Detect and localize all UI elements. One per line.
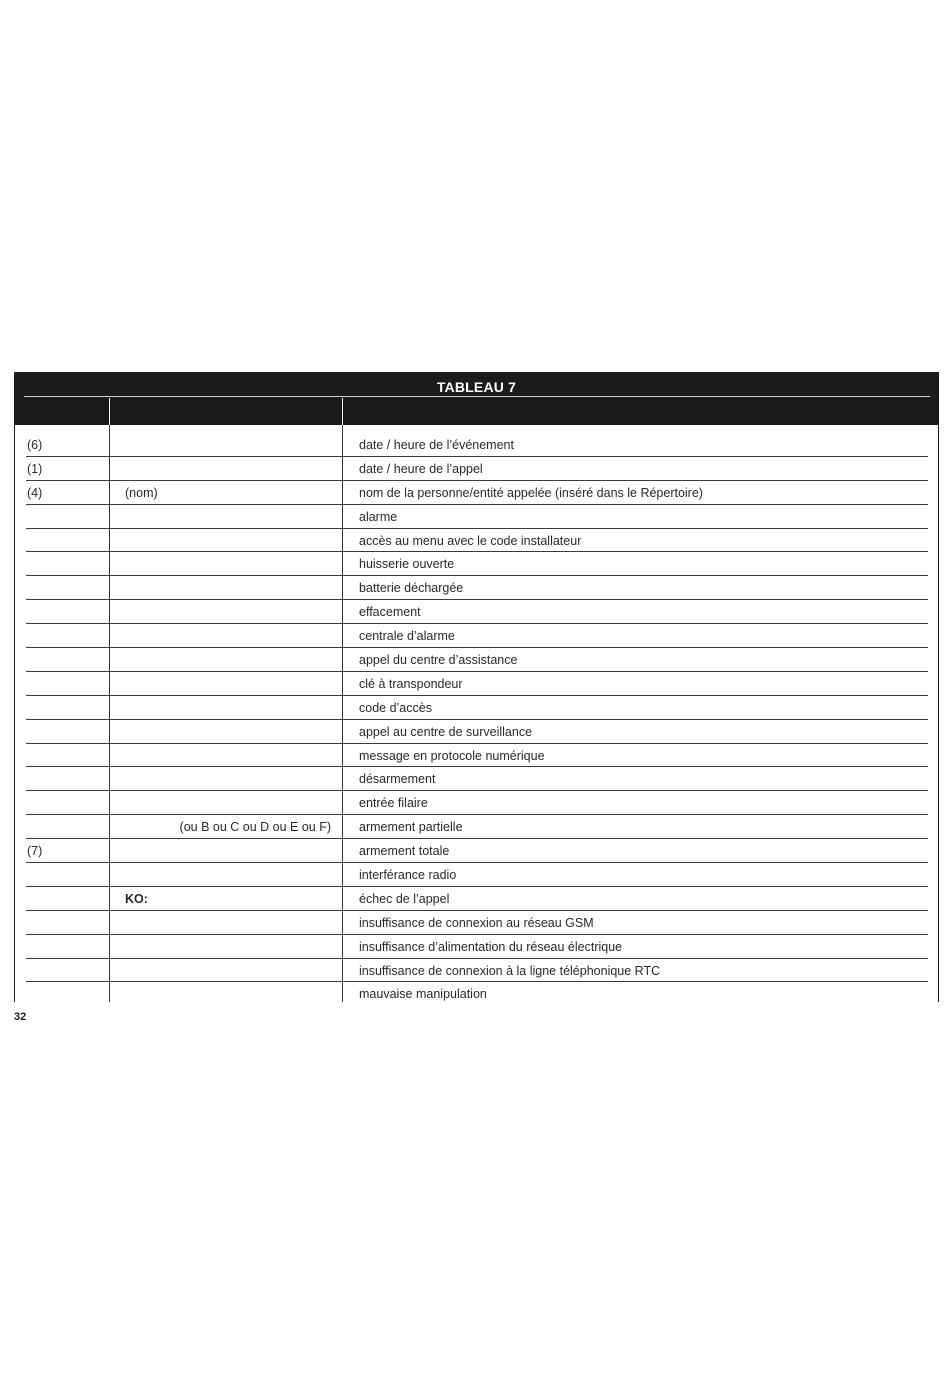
row-description: code d’accès	[359, 700, 432, 715]
row-description: interférance radio	[359, 868, 457, 883]
table-body	[26, 433, 928, 1006]
row-description: clé à transpondeur	[359, 676, 463, 691]
title-divider	[24, 396, 930, 397]
row-description: insuffisance de connexion à la ligne téléphonique RTC	[359, 963, 661, 978]
row-parameter	[125, 935, 331, 958]
table-row	[26, 791, 928, 815]
row-code	[27, 815, 107, 838]
row-parameter	[125, 505, 331, 528]
row-code	[27, 505, 107, 528]
row-description: accès au menu avec le code installateur	[359, 533, 582, 548]
table-row	[26, 552, 928, 576]
table-row	[26, 624, 928, 648]
table-row	[26, 720, 928, 744]
table-row	[26, 529, 928, 553]
table-row	[26, 433, 928, 457]
table-row	[26, 505, 928, 529]
row-code	[27, 672, 107, 695]
table-row	[26, 481, 928, 505]
table-row	[26, 696, 928, 720]
table-row	[26, 648, 928, 672]
row-description: date / heure de l’appel	[359, 461, 483, 476]
row-parameter	[125, 959, 331, 982]
table-row	[26, 935, 928, 959]
row-code	[27, 720, 107, 743]
row-description: huisserie ouverte	[359, 557, 455, 572]
row-description: alarme	[359, 509, 398, 524]
header-separator	[342, 398, 343, 425]
row-parameter	[125, 720, 331, 743]
table-title: TABLEAU 7	[436, 379, 517, 395]
row-parameter: (nom)	[125, 485, 158, 500]
row-parameter	[125, 767, 331, 790]
table-row	[26, 744, 928, 768]
row-code	[27, 648, 107, 671]
row-parameter	[125, 433, 331, 456]
row-code	[27, 600, 107, 623]
row-description: message en protocole numérique	[359, 748, 545, 763]
row-parameter	[125, 457, 331, 480]
row-description: entrée filaire	[359, 796, 428, 811]
table-row	[26, 911, 928, 935]
row-code	[27, 959, 107, 982]
table-right-border	[938, 425, 939, 1002]
table-row	[26, 959, 928, 983]
row-code: (4)	[27, 485, 43, 500]
row-code	[27, 911, 107, 934]
row-description: effacement	[359, 605, 421, 620]
row-parameter: (ou B ou C ou D ou E ou F)	[179, 820, 331, 835]
row-description: date / heure de l’événement	[359, 438, 514, 452]
row-parameter	[125, 576, 331, 599]
table-row	[26, 600, 928, 624]
table-header-row	[14, 398, 939, 425]
row-description: désarmement	[359, 772, 436, 787]
row-description: nom de la personne/entité appelée (inséré dans le Répertoire)	[359, 485, 703, 500]
table-row	[26, 982, 928, 1006]
row-parameter	[125, 982, 331, 1006]
row-parameter	[125, 529, 331, 552]
row-code	[27, 863, 107, 886]
table-7	[14, 372, 939, 1002]
row-parameter	[125, 552, 331, 575]
header-separator	[109, 398, 110, 425]
row-code	[27, 767, 107, 790]
table-row	[26, 863, 928, 887]
row-parameter	[125, 863, 331, 886]
row-code	[27, 696, 107, 719]
row-code	[27, 624, 107, 647]
table-row	[26, 576, 928, 600]
row-parameter	[125, 696, 331, 719]
row-code	[27, 982, 107, 1006]
page-number: 32	[14, 1011, 27, 1023]
row-parameter	[125, 624, 331, 647]
row-description: centrale d’alarme	[359, 629, 455, 644]
table-row	[26, 815, 928, 839]
table-left-border	[14, 425, 15, 1002]
row-code	[27, 791, 107, 814]
row-parameter	[125, 672, 331, 695]
row-parameter	[125, 839, 331, 862]
row-code: (7)	[27, 844, 43, 859]
row-description: appel du centre d’assistance	[359, 653, 518, 668]
table-row	[26, 767, 928, 791]
row-description: armement partielle	[359, 820, 463, 835]
row-description: batterie déchargée	[359, 581, 464, 596]
row-code	[27, 744, 107, 767]
row-description: armement totale	[359, 844, 450, 859]
row-parameter	[125, 648, 331, 671]
row-code	[27, 552, 107, 575]
row-code: (1)	[27, 461, 43, 476]
row-description: insuffisance d’alimentation du réseau électrique	[359, 939, 623, 954]
row-description: mauvaise manipulation	[359, 987, 487, 1002]
row-description: échec de l’appel	[359, 891, 450, 906]
row-parameter	[125, 744, 331, 767]
row-description: appel au centre de surveillance	[359, 724, 533, 739]
table-row	[26, 457, 928, 481]
table-row	[26, 839, 928, 863]
row-parameter	[125, 911, 331, 934]
row-code	[27, 576, 107, 599]
row-parameter	[125, 600, 331, 623]
table-row	[26, 887, 928, 911]
row-code	[27, 935, 107, 958]
row-parameter: KO:	[125, 891, 148, 906]
table-row	[26, 672, 928, 696]
row-code	[27, 887, 107, 910]
row-parameter	[125, 791, 331, 814]
row-code	[27, 529, 107, 552]
row-description: insuffisance de connexion au réseau GSM	[359, 915, 594, 930]
row-code: (6)	[27, 438, 43, 452]
